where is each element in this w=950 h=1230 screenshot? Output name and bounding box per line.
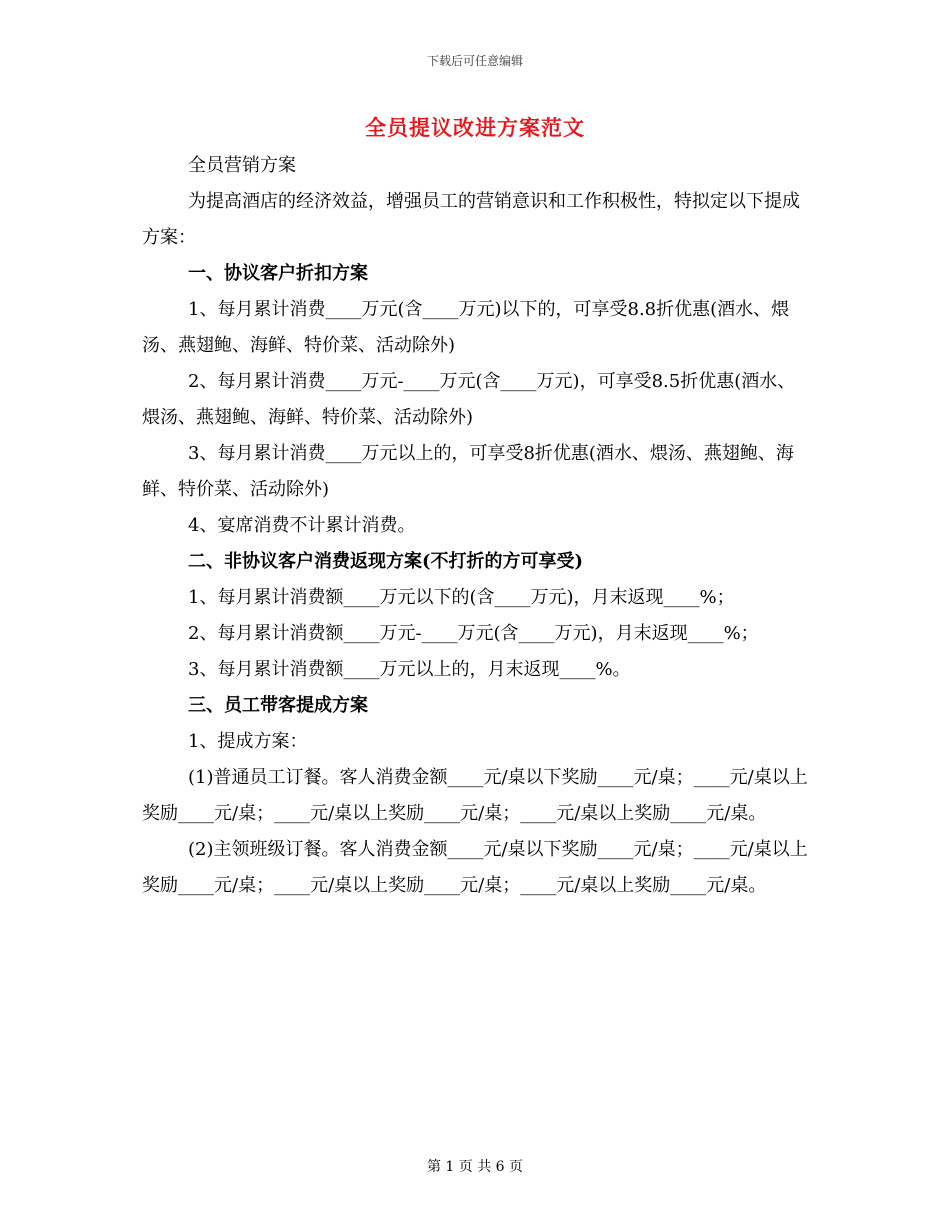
list-item: (1)普通员工订餐。客人消费金额____元/桌以下奖励____元/桌；____元/桌以上奖励____元/桌；____元/桌以上奖励____元/桌；____元/桌以上奖励____元/桌。 [142,767,808,824]
section-heading-3: 三、员工带客提成方案 [188,695,368,716]
list-item: 3、每月累计消费额____万元以上的，月末返现____%。 [188,659,631,680]
list-item: (2)主领班级订餐。客人消费金额____元/桌以下奖励____元/桌；____元/桌以上奖励____元/桌；____元/桌以上奖励____元/桌；____元/桌以上奖励____元/桌。 [142,839,808,896]
list-item: 4、宴席消费不计累计消费。 [188,515,416,536]
list-item: 1、每月累计消费额____万元以下的(含____万元)，月末返现____%； [188,587,735,608]
section-intro-label: 全员营销方案 [188,155,296,176]
page-header-note: 下载后可任意编辑 [426,54,523,68]
list-item: 2、每月累计消费____万元-____万元(含____万元)，可享受8.5折优惠(酒水、煨汤、燕翅鲍、海鲜、特价菜、活动除外) [142,371,796,428]
list-item: 2、每月累计消费额____万元-____万元(含____万元)，月末返现____%； [188,623,759,644]
section-heading-2: 二、非协议客户消费返现方案(不打折的方可享受) [188,551,584,572]
list-item: 3、每月累计消费____万元以上的，可享受8折优惠(酒水、煨汤、燕翅鲍、海鲜、特价菜、活动除外) [142,443,794,500]
document-title: 全员提议改进方案范文 [365,115,585,140]
intro-paragraph: 为提高酒店的经济效益，增强员工的营销意识和工作积极性，特拟定以下提成方案： [142,191,800,248]
section-heading-1: 一、协议客户折扣方案 [188,263,368,284]
list-item: 1、提成方案： [188,731,308,752]
document-body [142,148,808,904]
page-number: 第 1 页 共 6 页 [426,1159,524,1175]
list-item: 1、每月累计消费____万元(含____万元)以下的，可享受8.8折优惠(酒水、煨汤、燕翅鲍、海鲜、特价菜、活动除外) [142,299,790,356]
